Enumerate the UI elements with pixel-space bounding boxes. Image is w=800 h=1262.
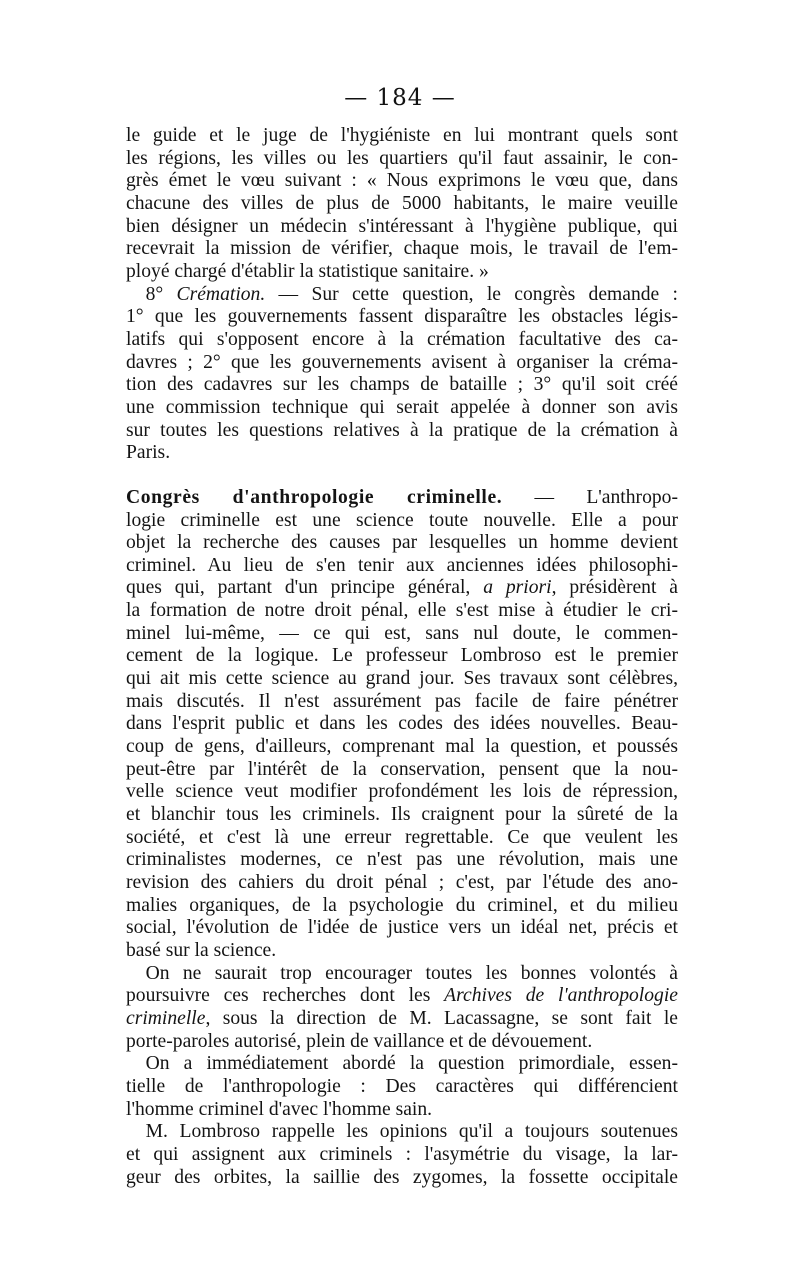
text-line: objet la recherche des causes par lesquelles un homme devient — [126, 532, 678, 554]
text-line: 1° que les gouvernements fassent disparaître les obstacles légis- — [126, 306, 678, 328]
page-number: — 184 — — [344, 85, 456, 111]
text-line: malies organiques, de la psychologie du criminel, et du milieu — [126, 894, 678, 916]
text-line: Paris. — [126, 442, 171, 464]
paragraph-hygiene — [126, 125, 678, 284]
cremation-intro: — Sur cette question, le congrès demande : — [265, 283, 678, 305]
text-line — [126, 577, 678, 600]
text-line: une commission technique qui serait appelée à donner son avis — [126, 396, 678, 418]
text-line: grès émet le vœu suivant : « Nous exprimons le vœu que, dans — [126, 170, 678, 192]
text-line: geur des orbites, la saillie des zygomes, la fossette occipitale — [126, 1166, 678, 1188]
italic-term: a priori — [483, 577, 552, 599]
paragraph-congres — [126, 487, 678, 963]
text-line: mais discutés. Il n'est assurément pas facile de faire pénétrer — [126, 690, 678, 712]
text-line — [126, 963, 678, 986]
text-line — [126, 284, 678, 307]
paragraph-cremation — [126, 284, 678, 465]
text-line: ployé chargé d'établir la statistique sanitaire. » — [126, 260, 489, 282]
text-segment: On a immédiatement abordé la question primordiale, essen- — [145, 1053, 678, 1075]
paragraph-lombroso — [126, 1121, 678, 1189]
journal-title-continued: criminelle — [126, 1007, 206, 1029]
text-line: porte-paroles autorisé, plein de vaillance et de dévouement. — [126, 1030, 593, 1052]
journal-title: Archives de l'anthropologie — [444, 985, 678, 1007]
body-text — [126, 125, 678, 1189]
section-heading: Congrès d'anthropologie criminelle. — [126, 486, 503, 508]
cremation-title: Crémation. — [176, 283, 266, 305]
text-line: coup de gens, d'ailleurs, comprenant mal la question, et poussés — [126, 736, 678, 758]
heading-continuation: — L'anthropo- — [502, 486, 678, 508]
text-line: bien désigner un médecin s'intéressant à l'hygiène publique, qui — [126, 215, 678, 237]
text-segment: ques qui, partant d'un principe général, — [126, 577, 484, 599]
text-line: le guide et le juge de l'hygiéniste en lui montrant quels sont — [126, 125, 678, 146]
text-segment: , présidèrent à — [551, 577, 678, 599]
text-line — [126, 1053, 678, 1076]
text-line — [126, 1008, 678, 1031]
text-line: basé sur la science. — [126, 939, 277, 961]
text-line: qui ait mis cette science au grand jour. Ses travaux sont célèbres, — [126, 668, 678, 690]
text-line: revision des cahiers du droit pénal ; c'est, par l'étude des ano- — [126, 872, 678, 893]
text-segment: On ne saurait trop encourager toutes les bonnes volontés à — [145, 962, 678, 984]
section-gap — [126, 465, 678, 487]
text-line: davres ; 2° que les gouvernements avisent à organiser la créma- — [126, 351, 678, 373]
text-line: tielle de l'anthropologie : Des caractères qui différencient — [126, 1075, 678, 1097]
text-line — [126, 487, 678, 510]
text-line: l'homme criminel d'avec l'homme sain. — [126, 1098, 433, 1120]
text-line — [126, 1121, 678, 1144]
text-line: chacune des villes de plus de 5000 habitants, le maire veuille — [126, 192, 678, 214]
text-line: les régions, les villes ou les quartiers qu'il faut assainir, le con- — [126, 147, 678, 169]
text-line: sur toutes les questions relatives à la pratique de la crémation à — [126, 419, 678, 441]
text-line: recevrait la mission de vérifier, chaque mois, le travail de l'em- — [126, 238, 678, 260]
paragraph-encouragement — [126, 963, 678, 1054]
text-line — [126, 985, 678, 1008]
text-line: social, l'évolution de l'idée de justice vers un idéal net, précis et — [126, 917, 678, 939]
text-line: criminel. Au lieu de s'en tenir aux anciennes idées philosophi- — [126, 554, 678, 576]
text-line: cement de la logique. Le professeur Lombroso est le premier — [126, 645, 678, 667]
text-line: velle science veut modifier profondément les lois de répression, — [126, 781, 678, 803]
text-line: latifs qui s'opposent encore à la crémation facultative des ca- — [126, 328, 678, 350]
text-segment: poursuivre ces recherches dont les — [126, 985, 445, 1007]
text-segment: , sous la direction de M. Lacassagne, se sont fait le — [205, 1007, 678, 1029]
text-line: dans l'esprit public et dans les codes des idées nouvelles. Beau- — [126, 713, 678, 735]
item-number: 8° — [145, 283, 177, 305]
text-line: et qui assignent aux criminels : l'asymétrie du visage, la lar- — [126, 1143, 678, 1165]
text-line: minel lui-même, — ce qui est, sans nul doute, le commen- — [126, 622, 678, 644]
text-line: société, et c'est là une erreur regrettable. Ce que veulent les — [126, 826, 678, 848]
text-line: et blanchir tous les criminels. Ils craignent pour la sûreté de la — [126, 804, 678, 826]
paragraph-question — [126, 1053, 678, 1121]
text-line: logie criminelle est une science toute nouvelle. Elle a pour — [126, 509, 678, 531]
text-line: tion des cadavres sur les champs de bataille ; 3° qu'il soit créé — [126, 374, 678, 396]
text-line: criminalistes modernes, ce n'est pas une révolution, mais une — [126, 849, 678, 871]
text-line: peut-être par l'intérêt de la conservation, pensent que la nou- — [126, 758, 678, 780]
text-line: la formation de notre droit pénal, elle s'est mise à étudier le cri- — [126, 600, 678, 622]
text-segment: M. Lombroso rappelle les opinions qu'il a toujours soutenues — [145, 1121, 678, 1143]
